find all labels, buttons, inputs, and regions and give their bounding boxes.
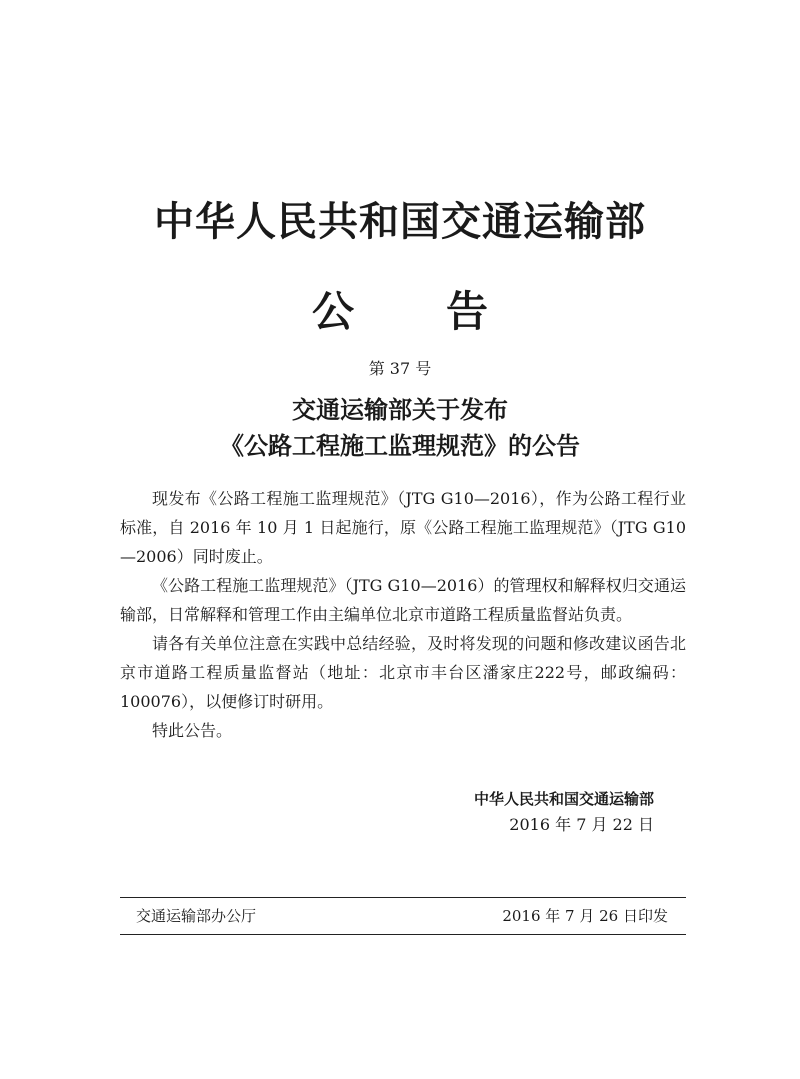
document-type-char-2: 告	[446, 287, 489, 336]
footer-issuer: 交通运输部办公厅	[136, 907, 257, 925]
signature-block	[420, 786, 654, 838]
body-paragraph-4: 特此公告。	[152, 721, 233, 740]
body-paragraph-1: 现发布《公路工程施工监理规范》（JTG G10—2016），作为公路工程行业标准，自 2016 年 10 月 1 日起施行，原《公路工程施工监理规范》（JTG G10—2006）同时废止。	[120, 489, 686, 566]
announcement-number: 第 37 号	[368, 359, 432, 378]
document-type-char-1: 公	[311, 287, 354, 336]
body-paragraph-3: 请各有关单位注意在实践中总结经验，及时将发现的问题和修改建议函告北京市道路工程质量监督站（地址：北京市丰台区潘家庄222号，邮政编码：100076），以便修订时研用。	[120, 634, 686, 711]
announcement-subject	[0, 392, 800, 464]
body-paragraph-2: 《公路工程施工监理规范》（JTG G10—2016）的管理权和解释权归交通运输部，日常解释和管理工作由主编单位北京市道路工程质量监督站负责。	[120, 576, 686, 624]
footer-top-rule	[120, 897, 686, 898]
subject-line-1: 交通运输部关于发布	[292, 395, 508, 424]
document-type-heading	[0, 286, 800, 338]
footer-bottom-rule	[120, 934, 686, 935]
announcement-body	[120, 484, 686, 745]
issuing-organization-title: 中华人民共和国交通运输部	[154, 198, 646, 245]
footer-issue-date: 2016 年 7 月 26 日印发	[502, 907, 668, 925]
signature-organization: 中华人民共和国交通运输部	[473, 790, 654, 808]
signature-date: 2016 年 7 月 22 日	[509, 815, 654, 834]
subject-line-2: 《公路工程施工监理规范》的公告	[220, 431, 580, 460]
